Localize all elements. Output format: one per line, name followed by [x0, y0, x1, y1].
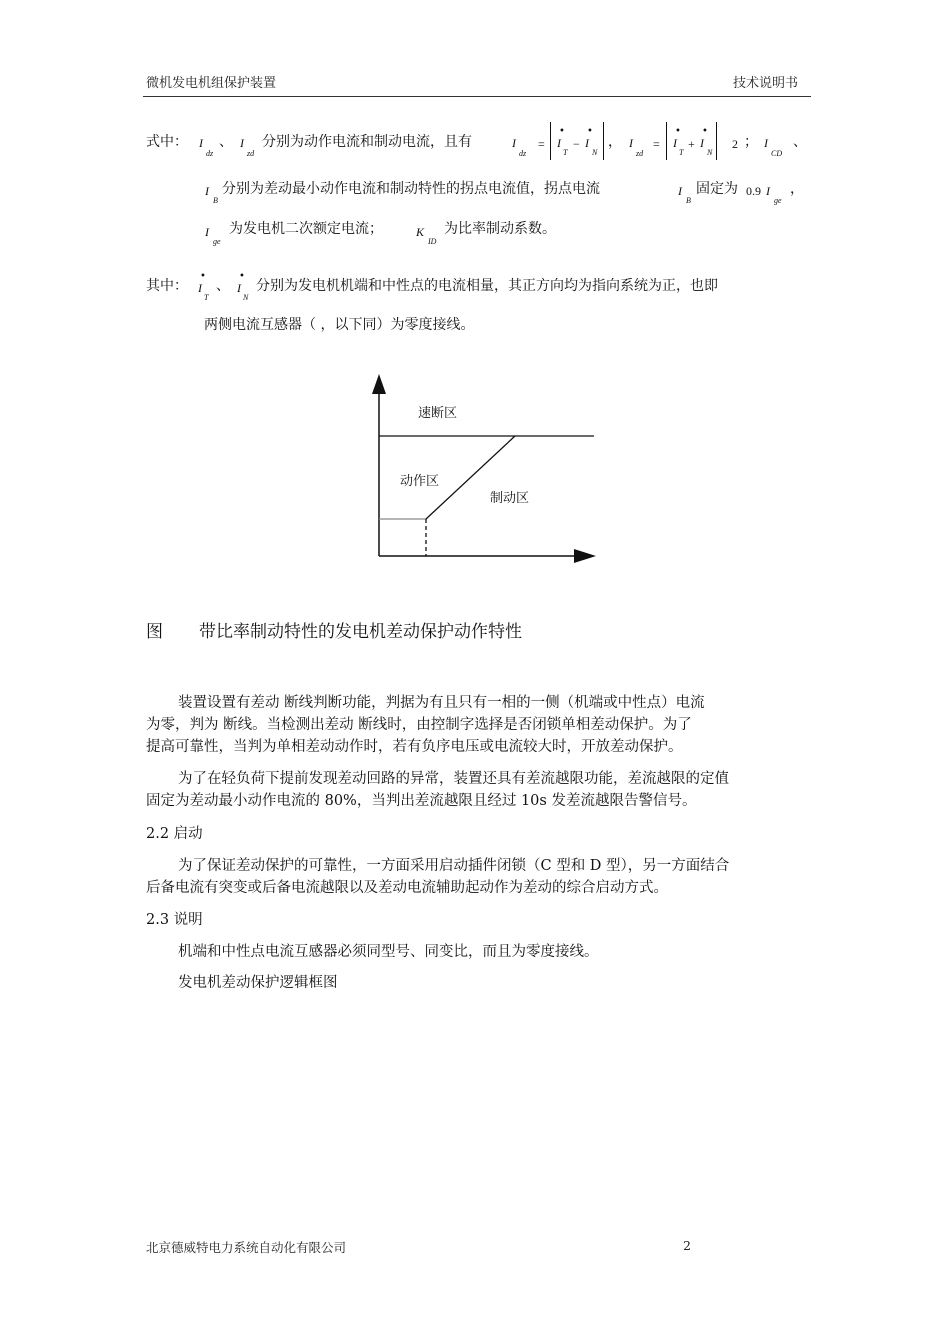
subscript-t: T	[563, 148, 568, 157]
comma: ，	[608, 134, 622, 150]
phasor-dot: •	[587, 126, 593, 137]
comma-2: ，	[790, 181, 804, 197]
symbol-it-3: I	[198, 281, 202, 295]
qizhong-text-2: 两侧电流互感器（ ，以下同）为零度接线。	[204, 317, 475, 333]
symbol-it: I	[557, 136, 561, 150]
subscript-id: ID	[428, 237, 437, 246]
page-number: 2	[683, 1238, 691, 1253]
subscript-dz: dz	[206, 149, 214, 158]
symbol-idz-2: I	[512, 136, 516, 150]
para-1-line-1: 装置设置有差动 断线判断功能，判据为有且只有一相的一侧（机端或中性点）电流	[178, 695, 705, 711]
para-2-line-2: 固定为差动最小动作电流的 80%，当判出差流越限且经过 10s 发差流越限告警信号。	[146, 793, 697, 809]
x-axis-arrow-icon	[574, 549, 596, 563]
subscript-b: B	[213, 196, 218, 205]
coefficient: 0.9	[746, 184, 761, 198]
subscript-n: N	[592, 148, 598, 157]
section-heading-2-3: 2.3 说明	[146, 912, 203, 928]
abs-bar-left	[550, 122, 551, 160]
formula-prefix: 式中：	[146, 134, 188, 150]
symbol-it-2: I	[673, 136, 677, 150]
subscript-t-3: T	[204, 293, 209, 302]
symbol-izd: I	[240, 136, 244, 150]
zone-action-label: 动作区	[400, 474, 440, 489]
subscript-cd: CD	[771, 149, 783, 158]
abs-bar-right-2	[716, 122, 717, 160]
footer-company: 北京德威特电力系统自动化有限公司	[146, 1240, 347, 1255]
abs-bar-left-2	[666, 122, 667, 160]
symbol-ib-2: I	[678, 184, 682, 198]
symbol-ige-2: I	[205, 225, 209, 239]
restraint-slope-line	[426, 436, 515, 519]
characteristic-diagram	[360, 370, 610, 570]
plus-sign: +	[688, 137, 695, 151]
phasor-dot: •	[702, 126, 708, 137]
phasor-dot: •	[675, 126, 681, 137]
symbol-icd: I	[764, 136, 768, 150]
symbol-izd-2: I	[629, 136, 633, 150]
semicolon: ；	[744, 134, 758, 150]
separator-2: 、	[793, 134, 807, 150]
qizhong-text-1: 分别为发电机机端和中性点的电流相量，其正方向均为指向系统为正，也即	[256, 278, 718, 294]
zone-restraint-label: 制动区	[490, 491, 530, 506]
symbol-in: I	[585, 136, 589, 150]
qizhong-prefix: 其中：	[146, 278, 188, 294]
para-1-line-2: 为零，判为 断线。当检测出差动 断线时，由控制字选择是否闭锁单相差动保护。为了	[146, 717, 692, 733]
subscript-t-2: T	[679, 148, 684, 157]
para-4: 机端和中性点电流互感器必须同型号、同变比，而且为零度接线。	[178, 944, 599, 960]
subscript-zd-2: zd	[636, 149, 644, 158]
section-heading-2-2: 2.2 启动	[146, 826, 203, 842]
separator: 、	[219, 134, 233, 150]
symbol-in-2: I	[700, 136, 704, 150]
symbol-idz: I	[199, 136, 203, 150]
formula-text-3a: 为发电机二次额定电流；	[229, 221, 383, 237]
para-1-line-3: 提高可靠性，当判为单相差动动作时，若有负序电压或电流较大时，开放差动保护。	[146, 739, 683, 755]
subscript-zd: zd	[247, 149, 255, 158]
phasor-dot: •	[559, 126, 565, 137]
phasor-dot: •	[200, 271, 206, 282]
y-axis-arrow-icon	[372, 374, 386, 394]
figure-caption-label: 图	[146, 622, 163, 642]
header-title: 微机发电机组保护装置	[146, 76, 277, 91]
para-3-line-1: 为了保证差动保护的可靠性，一方面采用启动插件闭锁（C 型和 D 型），另一方面结合	[178, 858, 730, 874]
para-5: 发电机差动保护逻辑框图	[178, 975, 338, 991]
subscript-n-3: N	[243, 293, 249, 302]
symbol-kid: K	[416, 225, 425, 239]
formula-text-2a: 分别为差动最小动作电流和制动特性的拐点电流值，拐点电流	[222, 181, 600, 197]
equals-sign-2: =	[653, 137, 660, 151]
minus-sign: −	[573, 137, 580, 151]
subscript-ge: ge	[774, 196, 782, 205]
para-3-line-2: 后备电流有突变或后备电流越限以及差动电流辅助起动作为差动的综合启动方式。	[146, 880, 668, 896]
equals-sign: =	[538, 137, 545, 151]
para-2-line-1: 为了在轻负荷下提前发现差动回路的异常，装置还具有差流越限功能，差流越限的定值	[178, 771, 729, 787]
symbol-ige: I	[766, 184, 770, 198]
symbol-ib: I	[205, 184, 209, 198]
subscript-dz-2: dz	[519, 149, 527, 158]
subscript-ge-2: ge	[213, 237, 221, 246]
x-axis	[379, 549, 596, 563]
y-axis	[372, 374, 386, 556]
formula-text-3b: 为比率制动系数。	[444, 221, 556, 237]
symbol-in-3: I	[237, 281, 241, 295]
separator-3: 、	[216, 278, 230, 294]
subscript-b-2: B	[686, 196, 691, 205]
phasor-dot: •	[239, 271, 245, 282]
zone-fast-label: 速断区	[418, 406, 458, 421]
divisor: 2	[732, 137, 738, 151]
subscript-n-2: N	[707, 148, 713, 157]
header-doc-type: 技术说明书	[733, 76, 799, 91]
formula-text-2b: 固定为	[696, 181, 738, 197]
formula-text-1: 分别为动作电流和制动电流，且有	[262, 134, 472, 150]
abs-bar-right	[603, 122, 604, 160]
header-rule	[143, 96, 811, 97]
figure-caption-text: 带比率制动特性的发电机差动保护动作特性	[199, 622, 522, 642]
